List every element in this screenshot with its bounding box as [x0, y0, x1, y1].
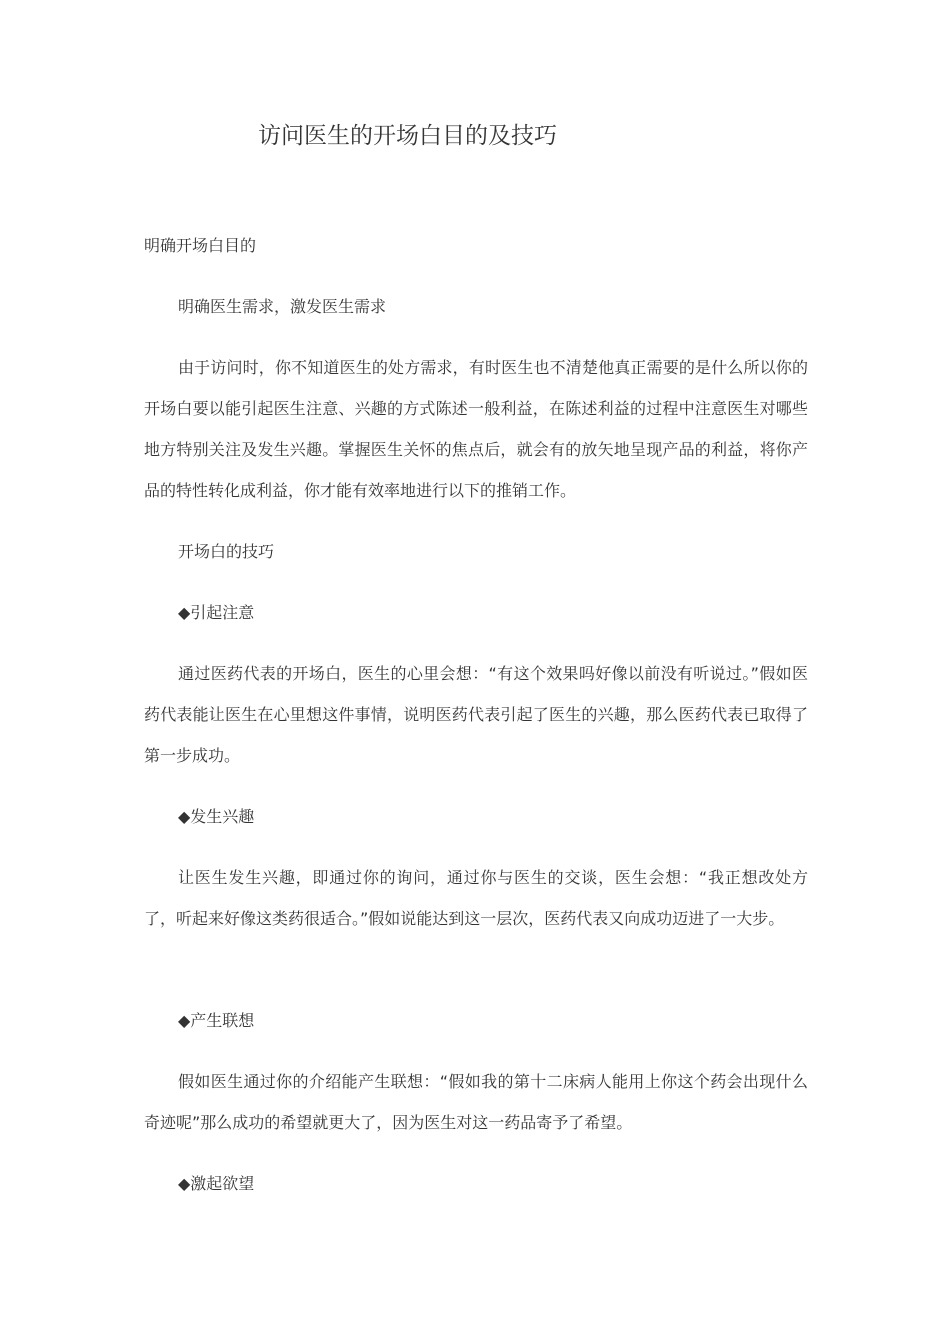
paragraph-attention: 通过医药代表的开场白，医生的心里会想：“有这个效果吗好像以前没有听说过。”假如医药代表能让医生在心里想这件事情，说明医药代表引起了医生的兴趣，那么医药代表已取得了第一步成功。: [144, 664, 808, 765]
subheading-needs: 明确医生需求，激发医生需求: [178, 297, 387, 316]
bullet-association: ◆产生联想: [178, 1011, 255, 1030]
bullet-attention: ◆引起注意: [178, 603, 255, 622]
subheading-techniques: 开场白的技巧: [178, 542, 275, 561]
paragraph-association: 假如医生通过你的介绍能产生联想：“假如我的第十二床病人能用上你这个药会出现什么奇迹呢”那么成功的希望就更大了，因为医生对这一药品寄予了希望。: [144, 1072, 808, 1132]
paragraph-needs: 由于访问时，你不知道医生的处方需求，有时医生也不清楚他真正需要的是什么所以你的开场白要以能引起医生注意、兴趣的方式陈述一般利益，在陈述利益的过程中注意医生对哪些地方特别关注及发生兴趣。掌握医生关怀的焦点后，就会有的放矢地呈现产品的利益，将你产品的特性转化成利益，你才能有效率地进行以下的推销工作。: [144, 358, 808, 500]
bullet-desire: ◆激起欲望: [178, 1174, 255, 1193]
section-heading: 明确开场白目的: [144, 236, 257, 255]
paragraph-interest: 让医生发生兴趣，即通过你的询问，通过你与医生的交谈，医生会想：“我正想改处方了，听起来好像这类药很适合。”假如说能达到这一层次，医药代表又向成功迈进了一大步。: [144, 868, 808, 928]
bullet-interest: ◆发生兴趣: [178, 807, 255, 826]
document-title: 访问医生的开场白目的及技巧: [258, 123, 557, 149]
